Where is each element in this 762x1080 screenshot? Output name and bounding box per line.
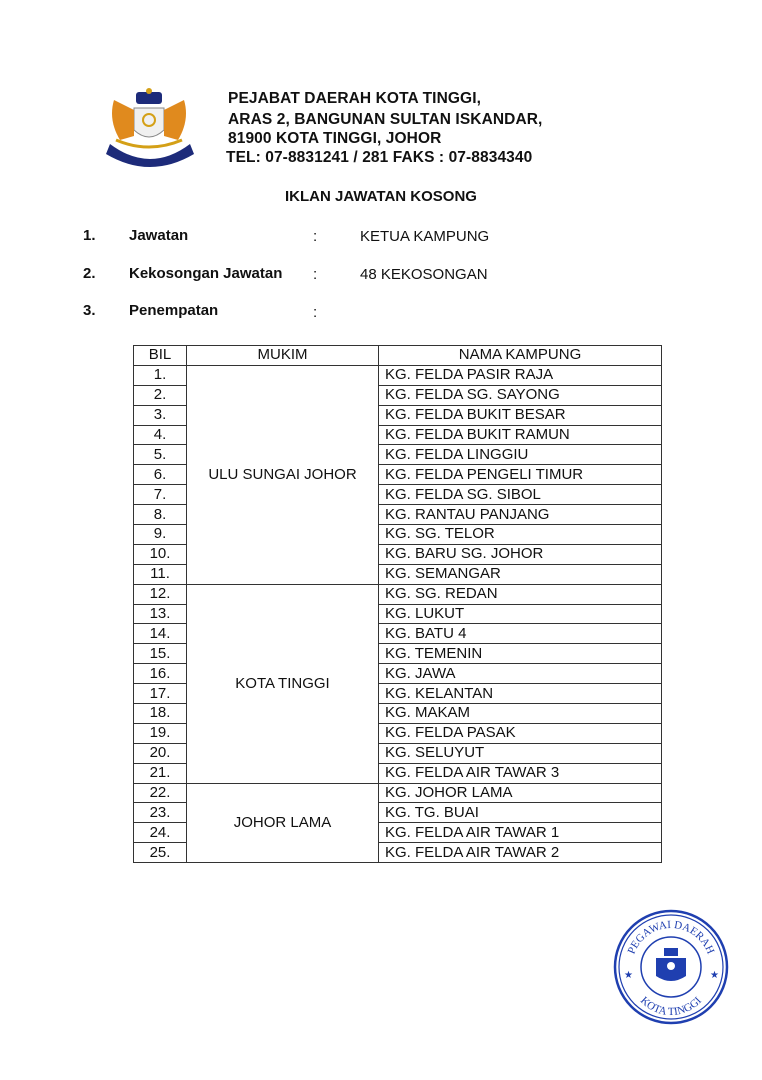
office-address: ARAS 2, BANGUNAN SULTAN ISKANDAR,	[228, 111, 543, 128]
bil-cell: 16.	[134, 664, 187, 684]
kampung-cell: KG. FELDA BUKIT RAMUN	[379, 425, 662, 445]
item-separator: :	[313, 266, 318, 283]
svg-text:KOTA TINGGI: KOTA TINGGI	[638, 994, 704, 1018]
office-name: PEJABAT DAERAH KOTA TINGGI,	[228, 90, 482, 107]
mukim-cell: KOTA TINGGI	[187, 584, 379, 783]
svg-text:★: ★	[624, 970, 633, 981]
mukim-cell: ULU SUNGAI JOHOR	[187, 365, 379, 584]
kampung-cell: KG. SG. REDAN	[379, 584, 662, 604]
bil-cell: 23.	[134, 803, 187, 823]
item-value: 48 KEKOSONGAN	[360, 266, 488, 283]
kampung-cell: KG. JAWA	[379, 664, 662, 684]
header-mukim: MUKIM	[187, 346, 379, 366]
bil-cell: 20.	[134, 743, 187, 763]
bil-cell: 19.	[134, 723, 187, 743]
kampung-cell: KG. FELDA LINGGIU	[379, 445, 662, 465]
table-row	[134, 365, 662, 385]
bil-cell: 9.	[134, 525, 187, 545]
svg-text:★: ★	[710, 970, 719, 981]
kampung-cell: KG. FELDA BUKIT BESAR	[379, 405, 662, 425]
johor-crest-logo	[96, 86, 206, 168]
bil-cell: 6.	[134, 465, 187, 485]
kampung-cell: KG. FELDA AIR TAWAR 1	[379, 823, 662, 843]
kampung-cell: KG. FELDA PENGELI TIMUR	[379, 465, 662, 485]
mukim-cell: JOHOR LAMA	[187, 783, 379, 863]
item-label: Kekosongan Jawatan	[129, 265, 283, 282]
kampung-cell: KG. FELDA PASAK	[379, 723, 662, 743]
kampung-cell: KG. FELDA AIR TAWAR 3	[379, 763, 662, 783]
bil-cell: 2.	[134, 385, 187, 405]
bil-cell: 11.	[134, 564, 187, 584]
item-separator: :	[313, 228, 318, 245]
bil-cell: 1.	[134, 365, 187, 385]
office-phone-fax: TEL: 07-8831241 / 281 FAKS : 07-8834340	[226, 149, 533, 166]
item-separator: :	[313, 304, 318, 321]
bil-cell: 4.	[134, 425, 187, 445]
header-nama-kampung: NAMA KAMPUNG	[379, 346, 662, 366]
bil-cell: 25.	[134, 843, 187, 863]
table-row	[134, 584, 662, 604]
bil-cell: 3.	[134, 405, 187, 425]
village-table	[133, 345, 662, 863]
table-row	[134, 783, 662, 803]
kampung-cell: KG. LUKUT	[379, 604, 662, 624]
bil-cell: 7.	[134, 485, 187, 505]
item-label: Penempatan	[129, 302, 219, 319]
document-title: IKLAN JAWATAN KOSONG	[285, 188, 477, 205]
kampung-cell: KG. SELUYUT	[379, 743, 662, 763]
kampung-cell: KG. RANTAU PANJANG	[379, 505, 662, 525]
bil-cell: 5.	[134, 445, 187, 465]
bil-cell: 10.	[134, 544, 187, 564]
bil-cell: 14.	[134, 624, 187, 644]
kampung-cell: KG. KELANTAN	[379, 684, 662, 704]
header-bil: BIL	[134, 346, 187, 366]
svg-text:PEGAWAI DAERAH: PEGAWAI DAERAH	[625, 918, 717, 956]
kampung-cell: KG. SG. TELOR	[379, 525, 662, 545]
bil-cell: 18.	[134, 704, 187, 724]
bil-cell: 13.	[134, 604, 187, 624]
official-stamp	[612, 908, 730, 1026]
bil-cell: 12.	[134, 584, 187, 604]
bil-cell: 21.	[134, 763, 187, 783]
item-value: KETUA KAMPUNG	[360, 228, 490, 245]
item-number: 1.	[83, 227, 96, 244]
kampung-cell: KG. FELDA AIR TAWAR 2	[379, 843, 662, 863]
kampung-cell: KG. TEMENIN	[379, 644, 662, 664]
bil-cell: 24.	[134, 823, 187, 843]
kampung-cell: KG. FELDA SG. SAYONG	[379, 385, 662, 405]
item-number: 3.	[83, 302, 96, 319]
kampung-cell: KG. TG. BUAI	[379, 803, 662, 823]
item-label: Jawatan	[129, 227, 189, 244]
bil-cell: 17.	[134, 684, 187, 704]
kampung-cell: KG. SEMANGAR	[379, 564, 662, 584]
kampung-cell: KG. FELDA PASIR RAJA	[379, 365, 662, 385]
kampung-cell: KG. BARU SG. JOHOR	[379, 544, 662, 564]
bil-cell: 8.	[134, 505, 187, 525]
kampung-cell: KG. BATU 4	[379, 624, 662, 644]
kampung-cell: KG. MAKAM	[379, 704, 662, 724]
kampung-cell: KG. FELDA SG. SIBOL	[379, 485, 662, 505]
office-postcode: 81900 KOTA TINGGI, JOHOR	[228, 130, 442, 147]
table-header-row	[134, 346, 662, 366]
kampung-cell: KG. JOHOR LAMA	[379, 783, 662, 803]
item-number: 2.	[83, 265, 96, 282]
bil-cell: 22.	[134, 783, 187, 803]
bil-cell: 15.	[134, 644, 187, 664]
